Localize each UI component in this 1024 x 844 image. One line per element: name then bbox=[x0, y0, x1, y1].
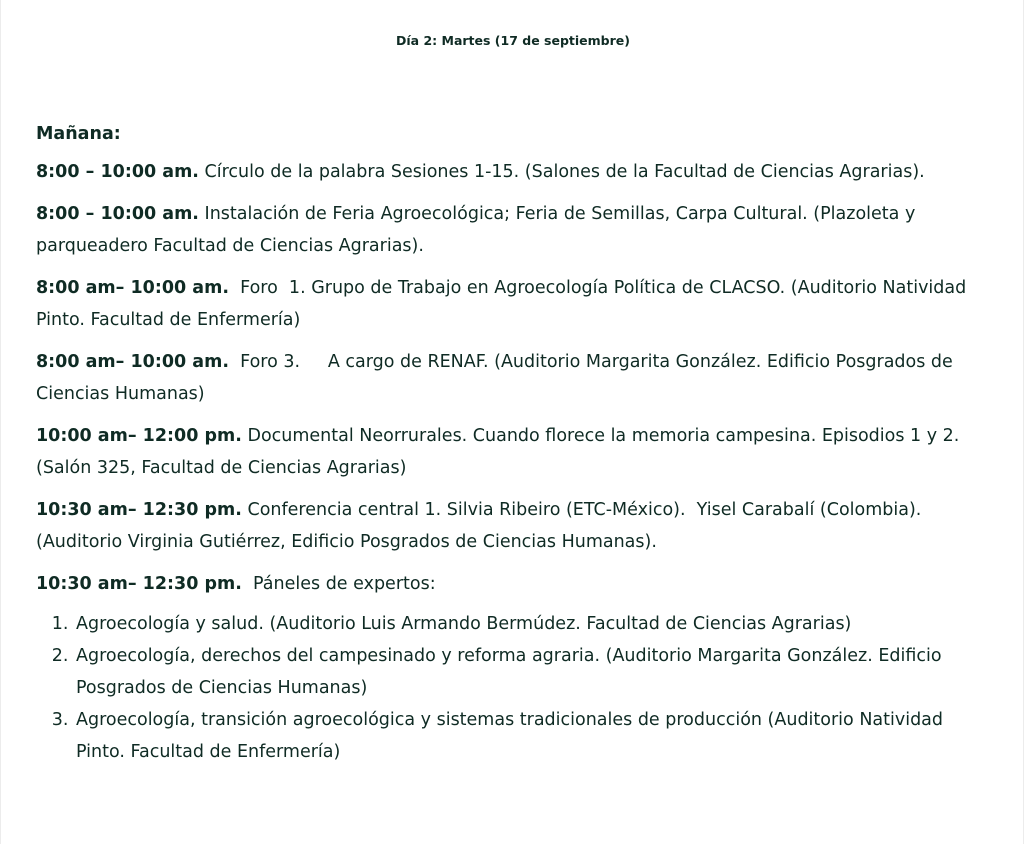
section-heading-morning: Mañana: bbox=[36, 124, 121, 144]
schedule-entry bbox=[36, 198, 996, 262]
schedule-entry bbox=[36, 346, 996, 410]
entry-time: 8:00 am– 10:00 am. bbox=[36, 352, 229, 372]
schedule-entry bbox=[36, 420, 996, 484]
expert-panels-list bbox=[36, 608, 996, 768]
entry-gap bbox=[229, 352, 240, 372]
day-title: Día 2: Martes (17 de septiembre) bbox=[396, 33, 630, 48]
entry-time: 10:30 am– 12:30 pm. bbox=[36, 500, 242, 520]
panel-item: 1. Agroecología y salud. (Auditorio Luis Armando Bermúdez. Facultad de Ciencias Agrarias) bbox=[74, 608, 996, 640]
schedule-entry bbox=[36, 272, 996, 336]
entry-description: Instalación de Feria Agroecológica; Feria de Semillas, Carpa Cultural. (Plazoleta y parqueadero Facultad de Ciencias Agrarias). bbox=[36, 204, 916, 256]
schedule-entry bbox=[36, 156, 996, 188]
entry-time: 8:00 – 10:00 am. bbox=[36, 162, 199, 182]
entry-description: Foro 1. Grupo de Trabajo en Agroecología Política de CLACSO. (Auditorio Natividad Pinto. Facultad de Enfermería) bbox=[36, 278, 972, 330]
entry-gap bbox=[229, 278, 240, 298]
schedule-content bbox=[36, 118, 996, 768]
entry-description: Foro 3. A cargo de RENAF. (Auditorio Margarita González. Edificio Posgrados de Ciencias Humanas) bbox=[36, 352, 959, 404]
entry-description: Conferencia central 1. Silvia Ribeiro (ETC-México). Yisel Carabalí (Colombia). (Auditorio Virginia Gutiérrez, Edificio Posgrados de Ciencias Humanas). bbox=[36, 500, 927, 552]
entry-time: 8:00 am– 10:00 am. bbox=[36, 278, 229, 298]
schedule-entry bbox=[36, 494, 996, 558]
entry-gap bbox=[242, 574, 253, 594]
schedule-entry bbox=[36, 568, 996, 600]
entry-description: Páneles de expertos: bbox=[253, 574, 436, 594]
entry-description: Círculo de la palabra Sesiones 1-15. (Salones de la Facultad de Ciencias Agrarias). bbox=[204, 162, 925, 182]
panel-item: 3. Agroecología, transición agroecológica y sistemas tradicionales de producción (Auditorio Natividad Pinto. Facultad de Enfermería) bbox=[74, 704, 996, 768]
panel-item: 2. Agroecología, derechos del campesinado y reforma agraria. (Auditorio Margarita González. Edificio Posgrados de Ciencias Humanas) bbox=[74, 640, 996, 704]
entry-time: 10:30 am– 12:30 pm. bbox=[36, 574, 242, 594]
entry-time: 10:00 am– 12:00 pm. bbox=[36, 426, 242, 446]
entry-time: 8:00 – 10:00 am. bbox=[36, 204, 199, 224]
entry-description: Documental Neorrurales. Cuando florece la memoria campesina. Episodios 1 y 2. (Salón 325, Facultad de Ciencias Agrarias) bbox=[36, 426, 960, 478]
